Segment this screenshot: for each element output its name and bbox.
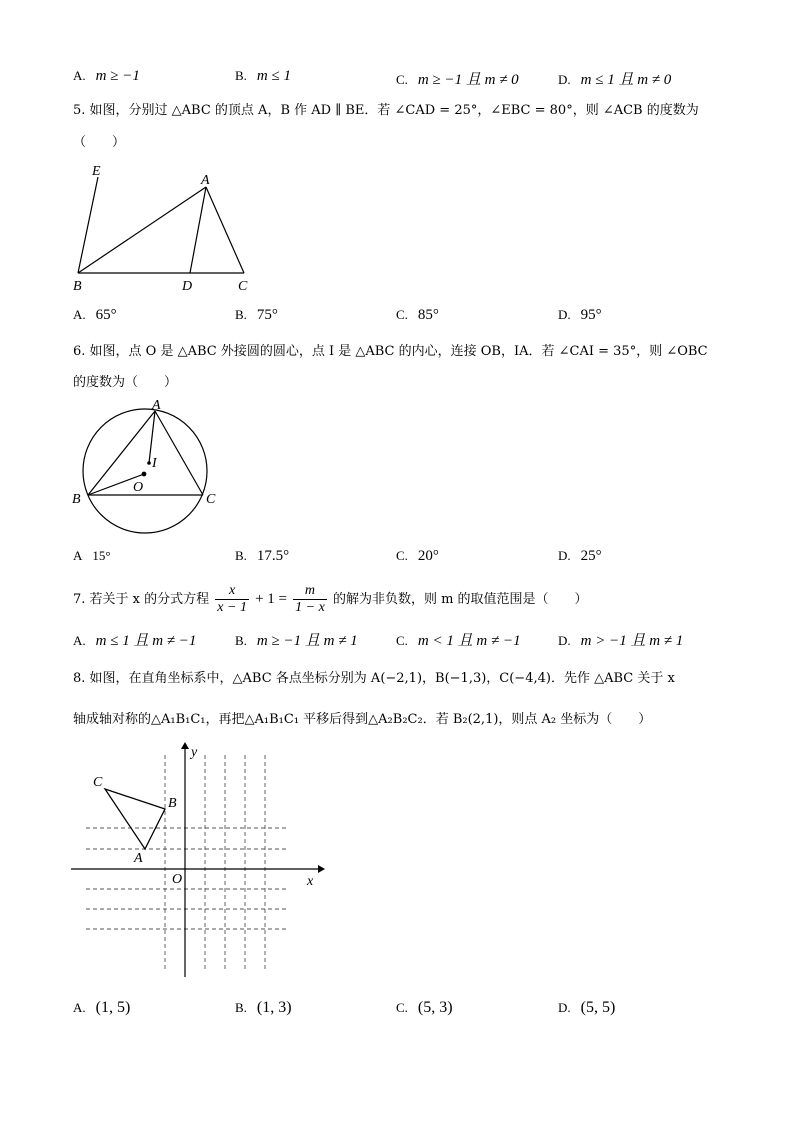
q5-option-a [73, 307, 117, 324]
q8-option-d-text: (5, 5) [580, 999, 616, 1016]
q6-label-i: I [152, 456, 157, 471]
q7-fraction-left [215, 583, 249, 616]
q7-option-c-label: C. [396, 633, 408, 648]
q8-option-c-label: C. [396, 1000, 408, 1015]
q7-option-b-label: B. [235, 633, 247, 648]
q5-option-b [235, 307, 278, 324]
q5-figure [70, 160, 260, 295]
q4-option-d-text: m ≤ 1 且 m ≠ 0 [580, 72, 672, 88]
q8-option-b [235, 999, 292, 1017]
q5-option-d-label: D. [558, 307, 571, 322]
q5-line-be [78, 177, 98, 273]
q8-label-c: C [93, 775, 103, 790]
q6-figure [68, 393, 228, 538]
q7-prefix: 7. 若关于 x 的分式方程 [73, 592, 210, 607]
q8-figure [68, 740, 328, 985]
q5-option-a-text: 65° [95, 307, 117, 323]
q8-label-x: x [307, 874, 314, 889]
q5-option-d [558, 307, 602, 324]
q6-option-d-text: 25° [580, 548, 602, 564]
q4-option-c [396, 68, 519, 89]
q6-option-d [558, 548, 602, 565]
q8-x-axis-arrow [318, 865, 325, 873]
q7-fraction-left-den: x − 1 [217, 600, 247, 615]
q7-option-c-text: m < 1 且 m ≠ −1 [417, 633, 521, 649]
q5-option-b-text: 75° [256, 307, 278, 323]
q4-option-d-label: D. [558, 72, 571, 87]
q7-option-c [396, 629, 521, 650]
q7-fraction-right [293, 583, 327, 616]
q5-stem-line2: （ ） [73, 135, 126, 150]
q8-triangle-abc [105, 789, 165, 849]
q8-option-a-label: A. [73, 1000, 86, 1015]
q8-label-y: y [191, 745, 198, 760]
q6-option-b [235, 548, 289, 565]
q5-stem-line1: 5. 如图，分别过 △ABC 的顶点 A，B 作 AD ∥ BE．若 ∠CAD = 25°，∠EBC = 80°，则 ∠ACB 的度数为 [73, 103, 699, 118]
q6-option-b-text: 17.5° [256, 548, 290, 564]
q6-label-b: B [72, 492, 81, 507]
q5-option-c-label: C. [396, 307, 408, 322]
q7-suffix: 的解为非负数，则 m 的取值范围是（ ） [332, 592, 588, 607]
q6-option-c-label: C. [396, 548, 408, 563]
q4-option-c-text: m ≥ −1 且 m ≠ 0 [417, 72, 519, 88]
q7-option-d [558, 629, 683, 650]
q4-option-b-label: B. [235, 68, 247, 83]
q4-option-d [558, 68, 671, 89]
q7-option-b [235, 629, 358, 650]
q7-option-a [73, 629, 196, 650]
q8-label-o: O [172, 872, 183, 887]
q6-option-d-label: D. [558, 548, 571, 563]
q5-option-d-text: 95° [580, 307, 602, 323]
q6-option-c [396, 548, 439, 565]
q5-option-a-label: A. [73, 307, 86, 322]
q7-option-d-text: m > −1 且 m ≠ 1 [580, 633, 684, 649]
q8-label-a: A [134, 851, 143, 866]
q7-fraction-right-den: 1 − x [295, 600, 325, 615]
q4-option-a-label: A. [73, 68, 86, 83]
q5-label-e: E [92, 164, 101, 179]
q5-line-ac [206, 187, 244, 273]
q6-option-a-text: 15° [92, 548, 111, 563]
q4-option-c-label: C. [396, 72, 408, 87]
q4-option-a-text: m ≥ −1 [95, 68, 140, 84]
q5-label-c: C [238, 279, 248, 294]
q6-option-b-label: B. [235, 548, 247, 563]
q8-stem-line2: 轴成轴对称的△A₁B₁C₁，再把△A₁B₁C₁ 平移后得到△A₂B₂C₂．若 B₂(2,1)，则点 A₂ 坐标为（ ） [73, 712, 652, 727]
q8-option-a [73, 999, 130, 1017]
q7-option-a-label: A. [73, 633, 86, 648]
q6-label-a: A [152, 398, 161, 413]
q8-option-c [396, 999, 453, 1017]
q4-option-b-text: m ≤ 1 [256, 68, 291, 84]
q7-stem [73, 583, 588, 616]
q6-line-ac [155, 411, 203, 495]
q6-option-a [73, 548, 111, 564]
q8-option-c-text: (5, 3) [417, 999, 453, 1016]
q8-y-axis-arrow [181, 742, 189, 749]
q5-option-c [396, 307, 439, 324]
q5-line-ad [190, 187, 206, 273]
q5-label-d: D [182, 279, 193, 294]
q5-option-b-label: B. [235, 307, 247, 322]
q6-point-i [147, 461, 151, 465]
q6-point-o [142, 472, 147, 477]
q8-stem-line1: 8. 如图，在直角坐标系中，△ABC 各点坐标分别为 A(−2,1)，B(−1,3)，C(−4,4)．先作 △ABC 关于 x [73, 671, 675, 686]
q8-label-b: B [168, 796, 177, 811]
q6-stem-line2: 的度数为（ ） [73, 375, 178, 390]
q4-option-a [73, 68, 140, 85]
q6-label-o: O [133, 480, 144, 495]
q5-label-a: A [201, 173, 210, 188]
q8-option-d-label: D. [558, 1000, 571, 1015]
q8-option-b-text: (1, 3) [256, 999, 292, 1016]
q5-option-c-text: 85° [417, 307, 439, 323]
q7-fraction-right-num: m [293, 583, 327, 600]
q6-circumcircle [83, 409, 207, 533]
q7-option-a-text: m ≤ 1 且 m ≠ −1 [95, 633, 197, 649]
q6-label-c: C [206, 492, 216, 507]
q7-middle: + 1 = [255, 591, 288, 607]
q5-line-ba [78, 187, 206, 273]
q7-option-d-label: D. [558, 633, 571, 648]
q6-stem-line1: 6. 如图，点 O 是 △ABC 外接圆的圆心，点 I 是 △ABC 的内心，连接 OB，IA．若 ∠CAI = 35°，则 ∠OBC [73, 344, 708, 359]
q8-grid [86, 755, 288, 970]
q8-option-b-label: B. [235, 1000, 247, 1015]
q8-option-a-text: (1, 5) [95, 999, 131, 1016]
q7-fraction-left-num: x [215, 583, 249, 600]
q8-option-d [558, 999, 615, 1017]
q4-option-b [235, 68, 291, 85]
q5-label-b: B [73, 279, 82, 294]
q6-option-a-label: A [73, 548, 83, 563]
q6-option-c-text: 20° [417, 548, 439, 564]
q7-option-b-text: m ≥ −1 且 m ≠ 1 [256, 633, 358, 649]
